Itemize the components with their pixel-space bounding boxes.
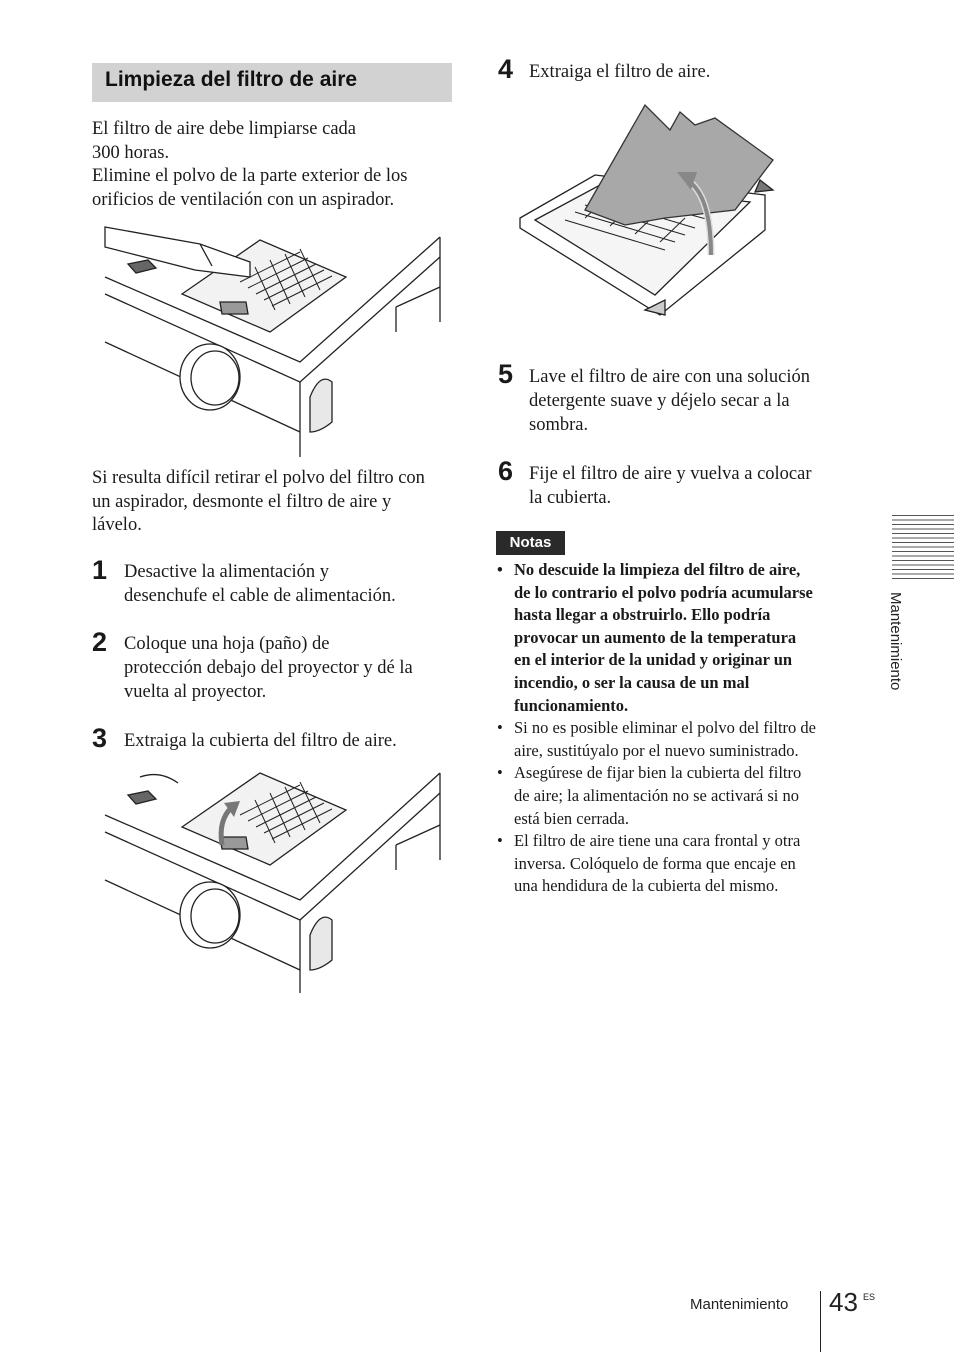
note-item: • El filtro de aire tiene una cara frontal y otra inversa. Colóquelo de forma que encaje en una hendidura de la cubierta del mismo. xyxy=(497,831,801,896)
notes-list xyxy=(496,559,858,898)
figure-vacuum-cleaning xyxy=(100,222,445,457)
page-language: ES xyxy=(863,1292,876,1302)
step-6-text: Fije el filtro de aire y vuelva a colocar la cubierta. xyxy=(529,464,812,508)
side-tab-label: Mantenimiento xyxy=(887,592,904,691)
after-figure-paragraph: Si resulta difícil retirar el polvo del filtro con un aspirador, desmonte el filtro de aire y lávelo. xyxy=(92,468,425,535)
footer-divider xyxy=(820,1291,821,1352)
note-item: • No descuide la limpieza del filtro de aire, de lo contrario el polvo podría acumularse hasta llegar a obstruirlo. Ello podría provocar un aumento de la temperatura en el interior de la unidad y originar un incendio, o ser la causa de un mal funcionamiento. xyxy=(497,560,813,715)
step-2-text: Coloque una hoja (paño) de protección debajo del proyector y dé la vuelta al proyector. xyxy=(124,634,413,702)
notes-badge: Notas xyxy=(496,531,565,555)
section-title: Limpieza del filtro de aire xyxy=(105,68,358,91)
step-1-text: Desactive la alimentación y desenchufe el cable de alimentación. xyxy=(124,562,396,606)
step-4-number: 4 xyxy=(498,54,514,84)
note-item: • Asegúrese de fijar bien la cubierta del filtro de aire; la alimentación no se activará si no está bien cerrada. xyxy=(497,763,802,828)
side-tab-stripes xyxy=(892,515,954,579)
footer-section-label: Mantenimiento xyxy=(690,1296,789,1313)
step-3-number: 3 xyxy=(92,723,108,753)
step-1-number: 1 xyxy=(92,555,108,585)
step-6-number: 6 xyxy=(498,456,514,486)
step-3-text: Extraiga la cubierta del filtro de aire. xyxy=(124,731,397,751)
figure-extract-filter xyxy=(515,100,777,322)
step-4-text: Extraiga el filtro de aire. xyxy=(529,62,711,82)
page-number: 43 xyxy=(829,1287,858,1317)
step-2-number: 2 xyxy=(92,627,108,657)
note-item: • Si no es posible eliminar el polvo del filtro de aire, sustitúyalo por el nuevo suministrado. xyxy=(497,718,816,760)
figure-remove-cover xyxy=(100,765,445,993)
intro-paragraph: El filtro de aire debe limpiarse cada 300 horas. Elimine el polvo de la parte exterior de los orificios de ventilación con un aspirador. xyxy=(92,119,408,210)
step-5-text: Lave el filtro de aire con una solución detergente suave y déjelo secar a la sombra. xyxy=(529,367,810,435)
step-5-number: 5 xyxy=(498,359,514,389)
